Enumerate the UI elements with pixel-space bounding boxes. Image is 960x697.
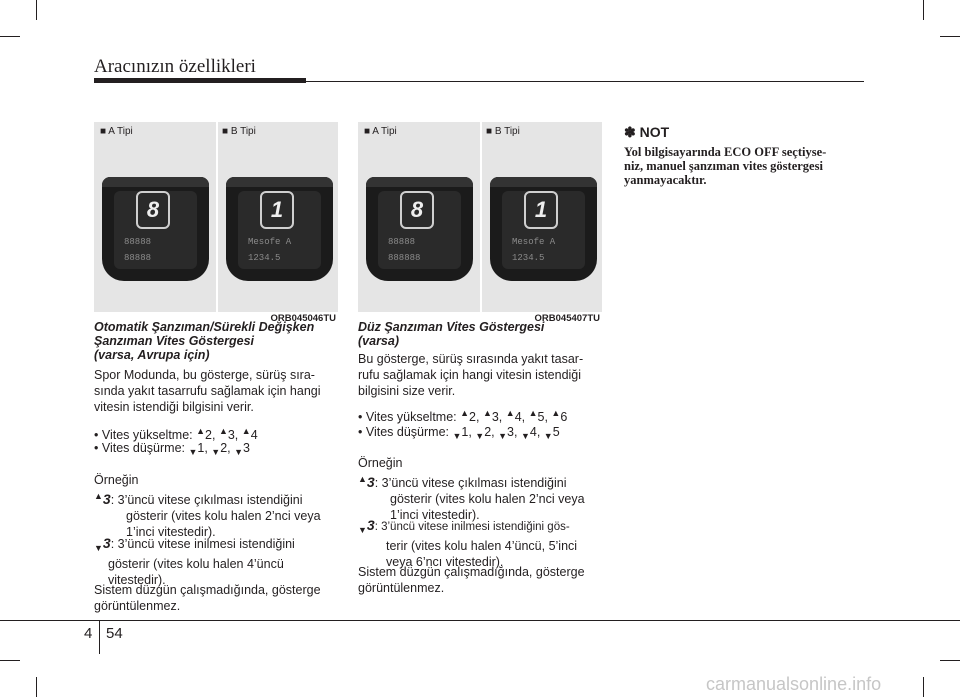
example-label: Örneğin bbox=[358, 456, 403, 470]
body-paragraph bbox=[94, 367, 321, 415]
text-line: niz, manuel şanzıman vites göstergesi bbox=[624, 159, 823, 173]
downshift-value: 3 bbox=[243, 441, 250, 455]
cluster-text: 88888 bbox=[124, 253, 152, 263]
down-arrow-icon bbox=[498, 425, 507, 439]
downshift-value: 5 bbox=[552, 425, 560, 439]
text-line: yanmayacaktır. bbox=[624, 173, 707, 187]
down-arrow-icon bbox=[211, 441, 220, 455]
note-title: ✽ NOT bbox=[624, 124, 670, 140]
gear-indicator: 8 bbox=[136, 191, 170, 229]
example-upshift bbox=[94, 488, 340, 540]
upshift-label: • Vites yükseltme: bbox=[358, 410, 461, 424]
down-arrow-icon bbox=[544, 425, 553, 439]
crop-mark bbox=[36, 677, 37, 697]
down-arrow-icon bbox=[475, 425, 484, 439]
down-arrow-icon bbox=[234, 441, 243, 455]
gear-number: 3 bbox=[366, 517, 375, 533]
header-rule bbox=[306, 81, 864, 82]
gear-indicator: 1 bbox=[524, 191, 558, 229]
text-line bbox=[94, 535, 340, 556]
upshift-value: 2, bbox=[469, 410, 483, 424]
text-line bbox=[358, 517, 604, 538]
footer-divider bbox=[99, 620, 100, 654]
text-line: Sistem düzgün çalışmadığında, gösterge bbox=[358, 565, 585, 579]
crop-mark bbox=[923, 0, 924, 20]
body-paragraph bbox=[358, 351, 583, 399]
figure-code: ORB045407TU bbox=[534, 313, 600, 324]
crop-mark bbox=[940, 36, 960, 37]
crop-mark bbox=[940, 660, 960, 661]
text-line: gösterir (vites kolu halen 2’nci veya bbox=[126, 509, 321, 523]
downshift-value: 2, bbox=[220, 441, 235, 455]
text-line: sında yakıt tasarrufu sağlamak için hangi bbox=[94, 384, 321, 398]
heading-line: (varsa, Avrupa için) bbox=[94, 348, 210, 362]
gear-indicator: 1 bbox=[260, 191, 294, 229]
text-span: : 3’üncü vitese çıkılması istendiğini bbox=[374, 476, 567, 490]
figure-label-a: ■ A Tipi bbox=[100, 126, 133, 137]
text-line: Bu gösterge, sürüş sırasında yakıt tasar- bbox=[358, 352, 584, 366]
text-line: bilgisini size verir. bbox=[358, 384, 456, 398]
downshift-list bbox=[94, 440, 250, 460]
text-line: gösterir (vites kolu halen 4’üncü bbox=[108, 557, 284, 571]
example-downshift bbox=[358, 517, 604, 570]
downshift-value: 4, bbox=[529, 425, 544, 439]
text-span: : 3’üncü vitese inilmesi istendiğini bbox=[110, 537, 295, 551]
upshift-label: • Vites yükseltme: bbox=[94, 428, 197, 442]
figure-label-a: ■ A Tipi bbox=[364, 126, 397, 137]
text-span: : 3’üncü vitese inilmesi istendiğini gös- bbox=[374, 521, 570, 533]
crop-mark bbox=[923, 677, 924, 697]
text-line: Spor Modunda, bu gösterge, sürüş sıra- bbox=[94, 368, 315, 382]
cluster-text: Mesofe A bbox=[248, 237, 292, 247]
text-line: 1’inci vitestedir). bbox=[390, 508, 480, 522]
up-arrow-icon bbox=[94, 493, 103, 507]
up-arrow-icon bbox=[358, 476, 367, 490]
downshift-label: • Vites düşürme: bbox=[94, 441, 189, 455]
text-line: Sistem düzgün çalışmadığında, gösterge bbox=[94, 583, 321, 597]
text-line: Yol bilgisayarında ECO OFF seçtiyse- bbox=[624, 145, 827, 159]
figure-label-b: ■ B Tipi bbox=[486, 126, 520, 137]
downshift-value: 1, bbox=[461, 425, 476, 439]
body-paragraph bbox=[358, 564, 585, 596]
note-body bbox=[624, 145, 864, 187]
cluster-text: 1234.5 bbox=[512, 253, 545, 263]
upshift-value: 3, bbox=[491, 410, 506, 424]
figure-divider bbox=[480, 122, 482, 312]
up-arrow-icon bbox=[529, 410, 538, 424]
cluster-display-a bbox=[102, 177, 209, 281]
body-paragraph bbox=[94, 582, 321, 614]
text-line: terir (vites kolu halen 4’üncü, 5’inci bbox=[386, 539, 578, 553]
cluster-display-b bbox=[490, 177, 597, 281]
section-heading bbox=[94, 320, 344, 362]
upshift-value: 2, bbox=[205, 428, 219, 442]
up-arrow-icon bbox=[483, 410, 492, 424]
downshift-value: 2, bbox=[484, 425, 499, 439]
downshift-list bbox=[358, 424, 560, 444]
figure-label-b: ■ B Tipi bbox=[222, 126, 256, 137]
upshift-value: 5, bbox=[537, 410, 552, 424]
figure-manual-gear-indicator bbox=[358, 122, 602, 324]
heading-line: Şanzıman Vites Göstergesi bbox=[94, 334, 255, 348]
upshift-value: 6 bbox=[560, 410, 568, 424]
watermark: carmanualsonline.info bbox=[706, 674, 882, 694]
gear-number: 3 bbox=[366, 474, 375, 490]
cluster-text: 88888 bbox=[124, 237, 152, 247]
upshift-value: 3, bbox=[227, 428, 242, 442]
cluster-rim bbox=[490, 177, 597, 187]
crop-mark bbox=[0, 660, 20, 661]
text-line: görüntülenmez. bbox=[94, 599, 181, 613]
figure-divider bbox=[216, 122, 218, 312]
downshift-value: 1, bbox=[197, 441, 212, 455]
gear-indicator: 8 bbox=[400, 191, 434, 229]
cluster-rim bbox=[226, 177, 333, 187]
text-line: rufu sağlamak için hangi vitesin istendiği bbox=[358, 368, 582, 382]
text-line: vitesin istendiği bilgisini verir. bbox=[94, 400, 254, 414]
figure-auto-gear-indicator bbox=[94, 122, 338, 324]
up-arrow-icon bbox=[551, 410, 560, 424]
cluster-display-b bbox=[226, 177, 333, 281]
text-line bbox=[358, 471, 604, 491]
cluster-text: 88888 bbox=[388, 237, 416, 247]
cluster-text: 888888 bbox=[388, 253, 421, 263]
text-line: gösterir (vites kolu halen 2’nci veya bbox=[390, 492, 585, 506]
upshift-value: 4 bbox=[250, 428, 258, 442]
text-line bbox=[94, 488, 340, 508]
down-arrow-icon bbox=[358, 519, 367, 533]
chapter-number: 4 bbox=[84, 625, 93, 642]
text-line: 1’inci vitestedir). bbox=[126, 525, 216, 539]
text-line: görüntülenmez. bbox=[358, 581, 445, 595]
header-bar bbox=[94, 78, 306, 83]
heading-line: Düz Şanzıman Vites Göstergesi bbox=[358, 320, 545, 334]
text-line: vitestedir). bbox=[108, 573, 166, 587]
text-line: veya 6’ncı vitestedir). bbox=[386, 555, 504, 569]
cluster-display-a bbox=[366, 177, 473, 281]
down-arrow-icon bbox=[94, 537, 103, 551]
gear-number: 3 bbox=[102, 535, 111, 551]
example-upshift bbox=[358, 471, 604, 523]
gear-number: 3 bbox=[102, 491, 111, 507]
example-downshift bbox=[94, 535, 340, 588]
upshift-value: 4, bbox=[514, 410, 529, 424]
upshift-list bbox=[358, 405, 567, 425]
cluster-rim bbox=[102, 177, 209, 187]
page-number: 54 bbox=[106, 625, 123, 642]
down-arrow-icon bbox=[521, 425, 530, 439]
cluster-text: Mesofe A bbox=[512, 237, 556, 247]
downshift-label: • Vites düşürme: bbox=[358, 425, 453, 439]
downshift-value: 3, bbox=[507, 425, 521, 439]
crop-mark bbox=[0, 36, 20, 37]
text-span: : 3’üncü vitese çıkılması istendiğini bbox=[110, 493, 303, 507]
figure-code: ORB045046TU bbox=[270, 313, 336, 324]
crop-mark bbox=[36, 0, 37, 20]
section-heading bbox=[358, 320, 608, 348]
example-label: Örneğin bbox=[94, 473, 139, 487]
cluster-rim bbox=[366, 177, 473, 187]
up-arrow-icon bbox=[460, 410, 469, 424]
heading-line: (varsa) bbox=[358, 334, 399, 348]
page-header-title: Aracınızın özellikleri bbox=[94, 56, 256, 77]
footer-rule bbox=[0, 620, 960, 621]
cluster-text: 1234.5 bbox=[248, 253, 281, 263]
up-arrow-icon bbox=[506, 410, 515, 424]
heading-line: Otomatik Şanzıman/Sürekli Değişken bbox=[94, 320, 315, 334]
